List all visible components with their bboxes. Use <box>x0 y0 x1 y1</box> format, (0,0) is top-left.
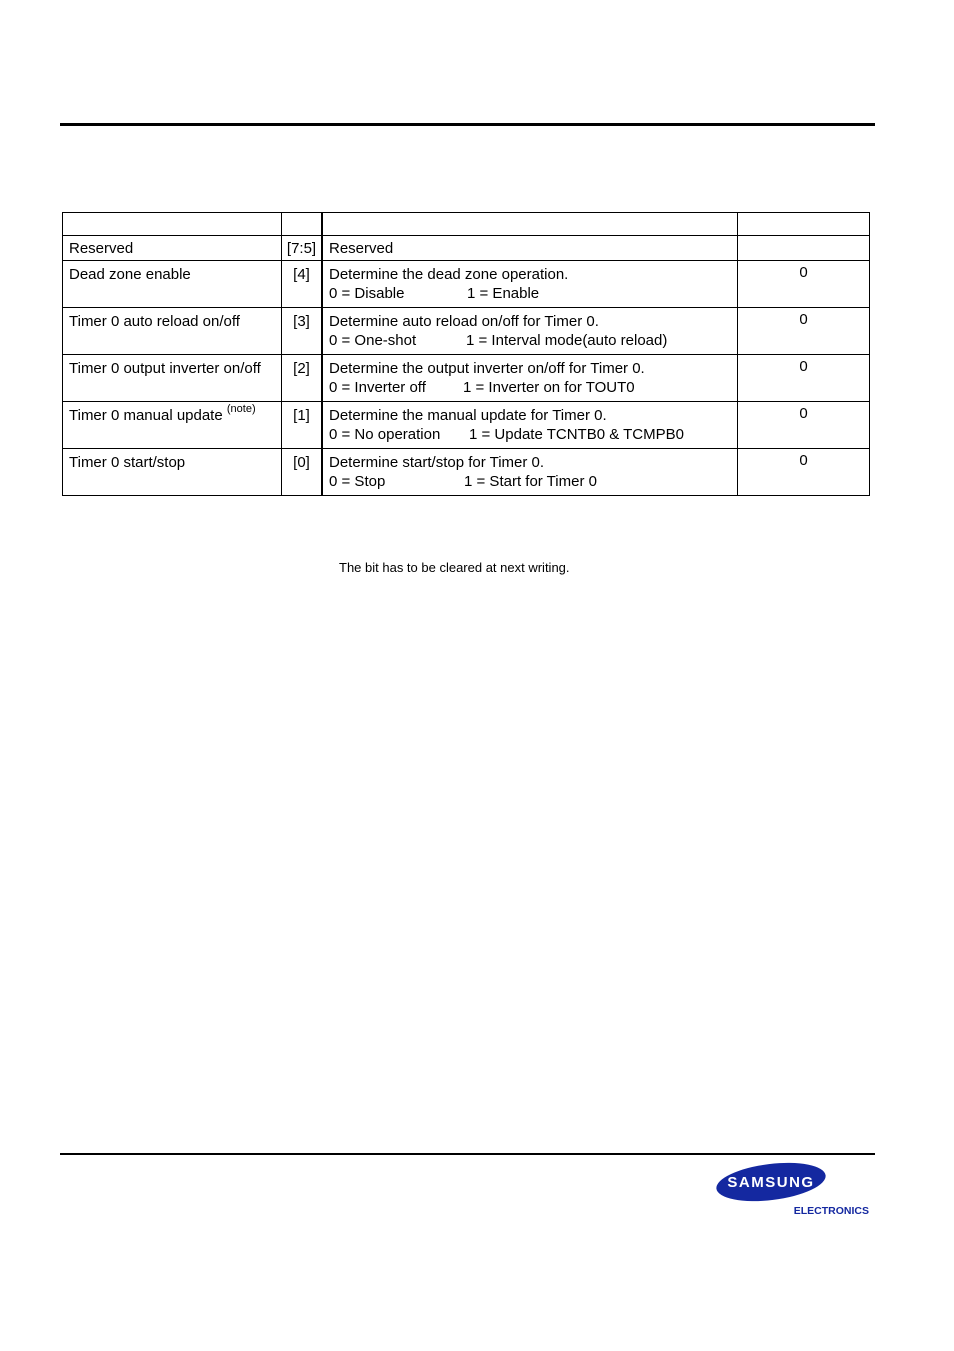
description-text: Determine the output inverter on/off for Timer 0. <box>329 360 645 377</box>
field-description <box>322 449 738 496</box>
option-zero: 0 = Inverter off <box>329 379 426 396</box>
field-name: Timer 0 output inverter on/off <box>63 355 282 402</box>
initial-state: 0 <box>738 449 870 496</box>
header-cell-bit <box>282 213 323 236</box>
option-one: 1 = Inverter on for TOUT0 <box>463 379 635 396</box>
field-description <box>322 402 738 449</box>
initial-state: 0 <box>738 261 870 308</box>
samsung-logo-icon <box>715 1162 875 1218</box>
logo-brand-text: SAMSUNG <box>727 1174 815 1191</box>
table-row <box>63 308 870 355</box>
initial-state: 0 <box>738 355 870 402</box>
bit-range: [1] <box>282 402 323 449</box>
description-options <box>329 472 731 491</box>
description-text: Determine auto reload on/off for Timer 0. <box>329 313 599 330</box>
field-name-text: Timer 0 manual update <box>69 407 223 424</box>
field-description <box>322 308 738 355</box>
description-text: Determine start/stop for Timer 0. <box>329 454 545 471</box>
option-zero: 0 = Stop <box>329 473 386 490</box>
field-name: Reserved <box>63 236 282 261</box>
option-one: 1 = Enable <box>467 285 540 302</box>
table-row <box>63 449 870 496</box>
initial-state: 0 <box>738 308 870 355</box>
logo-sub-text: ELECTRONICS <box>793 1205 869 1217</box>
table-row <box>63 402 870 449</box>
description-options <box>329 378 731 397</box>
table-row <box>63 261 870 308</box>
option-one: 1 = Update TCNTB0 & TCMPB0 <box>469 426 684 443</box>
field-description: Reserved <box>322 236 738 261</box>
bit-range: [2] <box>282 355 323 402</box>
field-name <box>63 402 282 449</box>
header-cell-description <box>322 213 738 236</box>
header-cell-name <box>63 213 282 236</box>
header-cell-initial <box>738 213 870 236</box>
description-text: Determine the manual update for Timer 0. <box>329 407 607 424</box>
field-description <box>322 355 738 402</box>
option-zero: 0 = No operation <box>329 426 441 443</box>
footnote-text: The bit has to be cleared at next writing. <box>339 560 570 575</box>
bit-range: [4] <box>282 261 323 308</box>
note-marker: (note) <box>226 403 256 415</box>
bit-range: [7:5] <box>282 236 323 261</box>
register-bit-table <box>62 212 870 496</box>
field-name: Timer 0 auto reload on/off <box>63 308 282 355</box>
description-text: Determine the dead zone operation. <box>329 266 569 283</box>
option-one: 1 = Start for Timer 0 <box>464 473 597 490</box>
bit-range: [0] <box>282 449 323 496</box>
field-name: Dead zone enable <box>63 261 282 308</box>
table-header-row <box>63 213 870 236</box>
description-options <box>329 331 731 350</box>
header-rule <box>60 123 875 126</box>
initial-state: 0 <box>738 402 870 449</box>
samsung-electronics-logo <box>715 1162 875 1218</box>
option-zero: 0 = Disable <box>329 285 405 302</box>
initial-state <box>738 236 870 261</box>
bit-range: [3] <box>282 308 323 355</box>
field-name: Timer 0 start/stop <box>63 449 282 496</box>
table-row <box>63 355 870 402</box>
option-one: 1 = Interval mode(auto reload) <box>466 332 668 349</box>
footer-rule <box>60 1153 875 1155</box>
description-options <box>329 425 731 444</box>
table-row <box>63 236 870 261</box>
field-description <box>322 261 738 308</box>
option-zero: 0 = One-shot <box>329 332 417 349</box>
description-options <box>329 284 731 303</box>
